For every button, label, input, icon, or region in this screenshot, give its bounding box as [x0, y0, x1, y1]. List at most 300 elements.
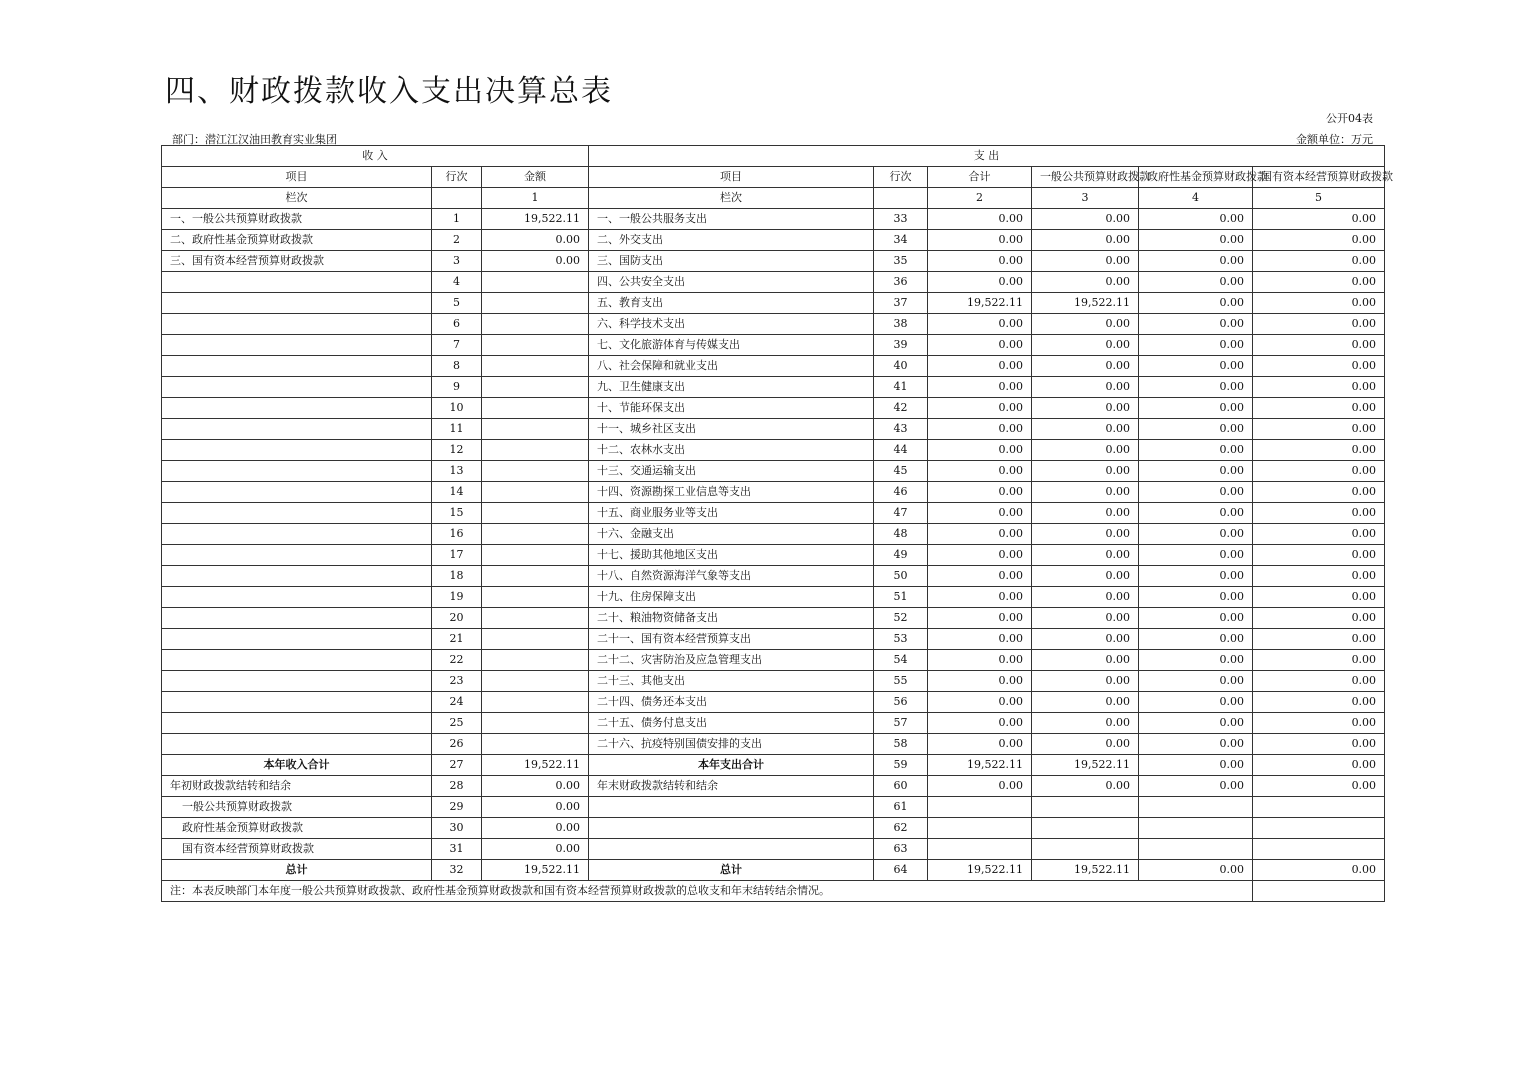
table-row [162, 629, 1385, 650]
expense-item: 十八、自然资源海洋气象等支出 [589, 566, 874, 587]
state-capital-amount: 0.00 [1253, 230, 1385, 251]
income-section-header: 收 入 [162, 146, 589, 167]
expense-item: 十四、资源勘探工业信息等支出 [589, 482, 874, 503]
income-row-no: 6 [432, 314, 482, 335]
income-row-no: 29 [432, 797, 482, 818]
expense-item: 十九、住房保障支出 [589, 587, 874, 608]
table-row [162, 440, 1385, 461]
table-row [162, 398, 1385, 419]
table-row [162, 482, 1385, 503]
state-capital-header: 国有资本经营预算财政拨款 [1253, 167, 1385, 188]
table-row [162, 671, 1385, 692]
column-label-expense: 栏次 [589, 188, 874, 209]
expense-row-no: 35 [874, 251, 928, 272]
income-row-no: 20 [432, 608, 482, 629]
fund-budget-amount: 0.00 [1139, 755, 1253, 776]
expense-row-no: 52 [874, 608, 928, 629]
column-number-empty [874, 188, 928, 209]
income-row-no: 2 [432, 230, 482, 251]
income-amount: 19,522.11 [482, 860, 589, 881]
general-budget-amount: 0.00 [1032, 503, 1139, 524]
expense-row-no: 62 [874, 818, 928, 839]
general-budget-amount: 0.00 [1032, 230, 1139, 251]
income-row-no: 1 [432, 209, 482, 230]
expense-item: 二十二、灾害防治及应急管理支出 [589, 650, 874, 671]
expense-row-no: 39 [874, 335, 928, 356]
expense-item: 七、文化旅游体育与传媒支出 [589, 335, 874, 356]
general-budget-amount: 0.00 [1032, 566, 1139, 587]
income-row-no: 32 [432, 860, 482, 881]
fund-budget-amount: 0.00 [1139, 503, 1253, 524]
income-row-no: 14 [432, 482, 482, 503]
state-capital-amount: 0.00 [1253, 398, 1385, 419]
table-row [162, 608, 1385, 629]
table-row [162, 818, 1385, 839]
income-row-no: 11 [432, 419, 482, 440]
expense-item [589, 797, 874, 818]
expense-row-no: 51 [874, 587, 928, 608]
general-budget-amount: 19,522.11 [1032, 860, 1139, 881]
expense-row-no-header: 行次 [874, 167, 928, 188]
table-row [162, 524, 1385, 545]
income-amount [482, 482, 589, 503]
income-row-no: 16 [432, 524, 482, 545]
general-budget-amount: 0.00 [1032, 776, 1139, 797]
income-item [162, 566, 432, 587]
state-capital-amount: 0.00 [1253, 419, 1385, 440]
income-item [162, 440, 432, 461]
column-number-5: 5 [1253, 188, 1385, 209]
expense-item: 年末财政拨款结转和结余 [589, 776, 874, 797]
state-capital-amount: 0.00 [1253, 461, 1385, 482]
expense-item: 五、教育支出 [589, 293, 874, 314]
expense-item: 九、卫生健康支出 [589, 377, 874, 398]
expense-item: 八、社会保障和就业支出 [589, 356, 874, 377]
state-capital-amount [1253, 797, 1385, 818]
income-amount [482, 503, 589, 524]
fund-budget-amount: 0.00 [1139, 713, 1253, 734]
general-budget-amount: 0.00 [1032, 440, 1139, 461]
expense-item: 十、节能环保支出 [589, 398, 874, 419]
table-row [162, 461, 1385, 482]
column-header-row [162, 167, 1385, 188]
general-budget-amount [1032, 839, 1139, 860]
table-row [162, 587, 1385, 608]
expense-total: 0.00 [928, 650, 1032, 671]
expense-item: 四、公共安全支出 [589, 272, 874, 293]
column-number-2: 2 [928, 188, 1032, 209]
budget-table [161, 145, 1394, 902]
fund-budget-amount: 0.00 [1139, 251, 1253, 272]
expense-row-no: 49 [874, 545, 928, 566]
table-row [162, 377, 1385, 398]
table-row [162, 314, 1385, 335]
fund-budget-amount: 0.00 [1139, 482, 1253, 503]
state-capital-amount: 0.00 [1253, 671, 1385, 692]
income-amount [482, 650, 589, 671]
fund-budget-amount: 0.00 [1139, 335, 1253, 356]
state-capital-amount: 0.00 [1253, 650, 1385, 671]
income-item [162, 692, 432, 713]
expense-total: 0.00 [928, 503, 1032, 524]
fund-budget-amount: 0.00 [1139, 377, 1253, 398]
income-amount [482, 440, 589, 461]
income-row-no: 12 [432, 440, 482, 461]
general-budget-amount: 0.00 [1032, 524, 1139, 545]
general-budget-amount [1032, 818, 1139, 839]
state-capital-amount: 0.00 [1253, 314, 1385, 335]
expense-total: 19,522.11 [928, 293, 1032, 314]
expense-item [589, 818, 874, 839]
table-row [162, 545, 1385, 566]
expense-item: 二十一、国有资本经营预算支出 [589, 629, 874, 650]
expense-row-no: 59 [874, 755, 928, 776]
expense-total: 0.00 [928, 482, 1032, 503]
table-row [162, 797, 1385, 818]
fund-budget-amount: 0.00 [1139, 734, 1253, 755]
income-item: 总计 [162, 860, 432, 881]
expense-row-no: 50 [874, 566, 928, 587]
income-row-no: 9 [432, 377, 482, 398]
income-row-no: 7 [432, 335, 482, 356]
income-item [162, 734, 432, 755]
income-row-no: 17 [432, 545, 482, 566]
expense-total: 0.00 [928, 629, 1032, 650]
expense-item: 二十三、其他支出 [589, 671, 874, 692]
income-row-no: 3 [432, 251, 482, 272]
income-item [162, 587, 432, 608]
general-budget-header: 一般公共预算财政拨款 [1032, 167, 1139, 188]
income-item [162, 356, 432, 377]
income-item [162, 503, 432, 524]
income-item [162, 545, 432, 566]
general-budget-amount: 19,522.11 [1032, 755, 1139, 776]
income-amount [482, 587, 589, 608]
fund-budget-amount: 0.00 [1139, 587, 1253, 608]
income-amount: 0.00 [482, 776, 589, 797]
state-capital-amount: 0.00 [1253, 503, 1385, 524]
income-row-no: 30 [432, 818, 482, 839]
expense-total: 0.00 [928, 524, 1032, 545]
form-number: 公开04表 [1326, 112, 1373, 125]
state-capital-amount: 0.00 [1253, 440, 1385, 461]
page-title: 四、财政拨款收入支出决算总表 [165, 74, 613, 109]
fund-budget-amount: 0.00 [1139, 608, 1253, 629]
general-budget-amount: 0.00 [1032, 209, 1139, 230]
income-item: 一般公共预算财政拨款 [162, 797, 432, 818]
income-row-no: 28 [432, 776, 482, 797]
expense-item: 二十五、债务付息支出 [589, 713, 874, 734]
fund-budget-amount: 0.00 [1139, 209, 1253, 230]
expense-row-no: 46 [874, 482, 928, 503]
income-item [162, 335, 432, 356]
income-item: 国有资本经营预算财政拨款 [162, 839, 432, 860]
expense-total: 0.00 [928, 608, 1032, 629]
note-empty-cell [1253, 881, 1385, 902]
general-budget-amount: 0.00 [1032, 713, 1139, 734]
fund-budget-amount: 0.00 [1139, 419, 1253, 440]
expense-total: 0.00 [928, 314, 1032, 335]
unit-label: 金额单位：万元 [1296, 133, 1373, 146]
expense-row-no: 42 [874, 398, 928, 419]
income-row-no: 5 [432, 293, 482, 314]
general-budget-amount: 0.00 [1032, 398, 1139, 419]
income-item [162, 461, 432, 482]
column-number-3: 3 [1032, 188, 1139, 209]
income-amount [482, 356, 589, 377]
table-row [162, 251, 1385, 272]
income-row-no: 24 [432, 692, 482, 713]
general-budget-amount [1032, 797, 1139, 818]
expense-total [928, 839, 1032, 860]
state-capital-amount: 0.00 [1253, 713, 1385, 734]
income-item-header: 项目 [162, 167, 432, 188]
expense-item: 二十、粮油物资储备支出 [589, 608, 874, 629]
fund-budget-amount: 0.00 [1139, 461, 1253, 482]
table-row [162, 209, 1385, 230]
income-item [162, 419, 432, 440]
income-item [162, 650, 432, 671]
income-amount [482, 692, 589, 713]
expense-total: 0.00 [928, 230, 1032, 251]
column-number-row [162, 188, 1385, 209]
department-label: 部门：潜江江汉油田教育实业集团 [172, 133, 337, 146]
expense-row-no: 45 [874, 461, 928, 482]
expense-row-no: 43 [874, 419, 928, 440]
state-capital-amount: 0.00 [1253, 209, 1385, 230]
expense-total: 0.00 [928, 692, 1032, 713]
income-amount: 19,522.11 [482, 755, 589, 776]
income-amount [482, 461, 589, 482]
income-amount: 0.00 [482, 251, 589, 272]
expense-total: 0.00 [928, 398, 1032, 419]
fund-budget-amount: 0.00 [1139, 230, 1253, 251]
state-capital-amount [1253, 818, 1385, 839]
income-row-no: 25 [432, 713, 482, 734]
expense-row-no: 37 [874, 293, 928, 314]
fund-budget-amount: 0.00 [1139, 293, 1253, 314]
fund-budget-amount: 0.00 [1139, 776, 1253, 797]
expense-row-no: 48 [874, 524, 928, 545]
expense-row-no: 41 [874, 377, 928, 398]
table-row [162, 692, 1385, 713]
income-amount [482, 398, 589, 419]
income-amount [482, 419, 589, 440]
income-row-no: 27 [432, 755, 482, 776]
general-budget-amount: 0.00 [1032, 629, 1139, 650]
income-row-no: 22 [432, 650, 482, 671]
income-amount: 0.00 [482, 818, 589, 839]
income-amount-header: 金额 [482, 167, 589, 188]
state-capital-amount: 0.00 [1253, 629, 1385, 650]
income-item [162, 398, 432, 419]
state-capital-amount: 0.00 [1253, 272, 1385, 293]
expense-item [589, 839, 874, 860]
table-row [162, 713, 1385, 734]
expense-total: 0.00 [928, 209, 1032, 230]
income-amount [482, 545, 589, 566]
table-row [162, 503, 1385, 524]
expense-item: 十二、农林水支出 [589, 440, 874, 461]
general-budget-amount: 0.00 [1032, 272, 1139, 293]
table-row [162, 419, 1385, 440]
income-row-no: 15 [432, 503, 482, 524]
fund-budget-amount: 0.00 [1139, 524, 1253, 545]
state-capital-amount: 0.00 [1253, 860, 1385, 881]
state-capital-amount: 0.00 [1253, 356, 1385, 377]
fund-budget-amount [1139, 839, 1253, 860]
table-row [162, 566, 1385, 587]
state-capital-amount: 0.00 [1253, 776, 1385, 797]
expense-row-no: 64 [874, 860, 928, 881]
income-item [162, 713, 432, 734]
note-row [162, 881, 1385, 902]
state-capital-amount: 0.00 [1253, 335, 1385, 356]
fund-budget-amount: 0.00 [1139, 860, 1253, 881]
general-budget-amount: 0.00 [1032, 608, 1139, 629]
income-item [162, 377, 432, 398]
income-row-no: 26 [432, 734, 482, 755]
table-row [162, 839, 1385, 860]
table-row [162, 860, 1385, 881]
expense-item: 十七、援助其他地区支出 [589, 545, 874, 566]
income-row-no: 10 [432, 398, 482, 419]
state-capital-amount: 0.00 [1253, 293, 1385, 314]
expense-section-header: 支 出 [589, 146, 1385, 167]
income-item [162, 314, 432, 335]
income-item [162, 293, 432, 314]
income-amount [482, 734, 589, 755]
expense-item: 十一、城乡社区支出 [589, 419, 874, 440]
general-budget-amount: 0.00 [1032, 377, 1139, 398]
income-amount [482, 293, 589, 314]
expense-total: 0.00 [928, 356, 1032, 377]
expense-total: 0.00 [928, 713, 1032, 734]
income-item [162, 608, 432, 629]
income-row-no-header: 行次 [432, 167, 482, 188]
income-amount [482, 713, 589, 734]
table-row [162, 272, 1385, 293]
expense-item: 一、一般公共服务支出 [589, 209, 874, 230]
general-budget-amount: 0.00 [1032, 251, 1139, 272]
table-row [162, 755, 1385, 776]
state-capital-amount [1253, 839, 1385, 860]
table-row [162, 356, 1385, 377]
expense-row-no: 47 [874, 503, 928, 524]
income-amount [482, 671, 589, 692]
income-item: 本年收入合计 [162, 755, 432, 776]
expense-total: 0.00 [928, 734, 1032, 755]
state-capital-amount: 0.00 [1253, 566, 1385, 587]
expense-total: 0.00 [928, 335, 1032, 356]
expense-item: 二十四、债务还本支出 [589, 692, 874, 713]
general-budget-amount: 0.00 [1032, 650, 1139, 671]
expense-item: 十五、商业服务业等支出 [589, 503, 874, 524]
income-amount [482, 524, 589, 545]
expense-item-header: 项目 [589, 167, 874, 188]
column-label-income: 栏次 [162, 188, 432, 209]
table-row [162, 335, 1385, 356]
expense-row-no: 54 [874, 650, 928, 671]
income-amount [482, 272, 589, 293]
expense-total: 0.00 [928, 776, 1032, 797]
state-capital-amount: 0.00 [1253, 587, 1385, 608]
general-budget-amount: 0.00 [1032, 692, 1139, 713]
section-header-row [162, 146, 1385, 167]
expense-total [928, 818, 1032, 839]
fund-budget-amount: 0.00 [1139, 398, 1253, 419]
income-amount: 19,522.11 [482, 209, 589, 230]
income-amount [482, 377, 589, 398]
income-item: 一、一般公共预算财政拨款 [162, 209, 432, 230]
general-budget-amount: 0.00 [1032, 482, 1139, 503]
table-row [162, 776, 1385, 797]
expense-row-no: 40 [874, 356, 928, 377]
income-item: 二、政府性基金预算财政拨款 [162, 230, 432, 251]
fund-budget-amount: 0.00 [1139, 545, 1253, 566]
expense-row-no: 56 [874, 692, 928, 713]
column-number-4: 4 [1139, 188, 1253, 209]
income-amount: 0.00 [482, 797, 589, 818]
income-amount: 0.00 [482, 839, 589, 860]
income-item: 年初财政拨款结转和结余 [162, 776, 432, 797]
income-item: 政府性基金预算财政拨款 [162, 818, 432, 839]
expense-item: 本年支出合计 [589, 755, 874, 776]
expense-row-no: 36 [874, 272, 928, 293]
expense-total: 0.00 [928, 251, 1032, 272]
expense-total: 0.00 [928, 587, 1032, 608]
fund-budget-header: 政府性基金预算财政拨款 [1139, 167, 1253, 188]
expense-total: 0.00 [928, 671, 1032, 692]
expense-row-no: 61 [874, 797, 928, 818]
state-capital-amount: 0.00 [1253, 692, 1385, 713]
expense-row-no: 60 [874, 776, 928, 797]
fund-budget-amount: 0.00 [1139, 272, 1253, 293]
state-capital-amount: 0.00 [1253, 377, 1385, 398]
fund-budget-amount: 0.00 [1139, 356, 1253, 377]
expense-item: 十六、金融支出 [589, 524, 874, 545]
general-budget-amount: 0.00 [1032, 671, 1139, 692]
income-amount: 0.00 [482, 230, 589, 251]
general-budget-amount: 0.00 [1032, 419, 1139, 440]
income-item: 三、国有资本经营预算财政拨款 [162, 251, 432, 272]
income-row-no: 23 [432, 671, 482, 692]
state-capital-amount: 0.00 [1253, 545, 1385, 566]
fund-budget-amount: 0.00 [1139, 629, 1253, 650]
expense-item: 三、国防支出 [589, 251, 874, 272]
fund-budget-amount [1139, 797, 1253, 818]
fund-budget-amount: 0.00 [1139, 566, 1253, 587]
expense-total: 0.00 [928, 461, 1032, 482]
expense-row-no: 44 [874, 440, 928, 461]
income-row-no: 21 [432, 629, 482, 650]
table-row [162, 230, 1385, 251]
expense-total: 19,522.11 [928, 860, 1032, 881]
expense-row-no: 33 [874, 209, 928, 230]
expense-row-no: 53 [874, 629, 928, 650]
general-budget-amount: 0.00 [1032, 314, 1139, 335]
general-budget-amount: 0.00 [1032, 587, 1139, 608]
expense-item: 十三、交通运输支出 [589, 461, 874, 482]
expense-row-no: 57 [874, 713, 928, 734]
state-capital-amount: 0.00 [1253, 524, 1385, 545]
state-capital-amount: 0.00 [1253, 251, 1385, 272]
expense-item: 二、外交支出 [589, 230, 874, 251]
expense-total: 19,522.11 [928, 755, 1032, 776]
general-budget-amount: 0.00 [1032, 335, 1139, 356]
expense-item: 二十六、抗疫特别国债安排的支出 [589, 734, 874, 755]
expense-total: 0.00 [928, 272, 1032, 293]
